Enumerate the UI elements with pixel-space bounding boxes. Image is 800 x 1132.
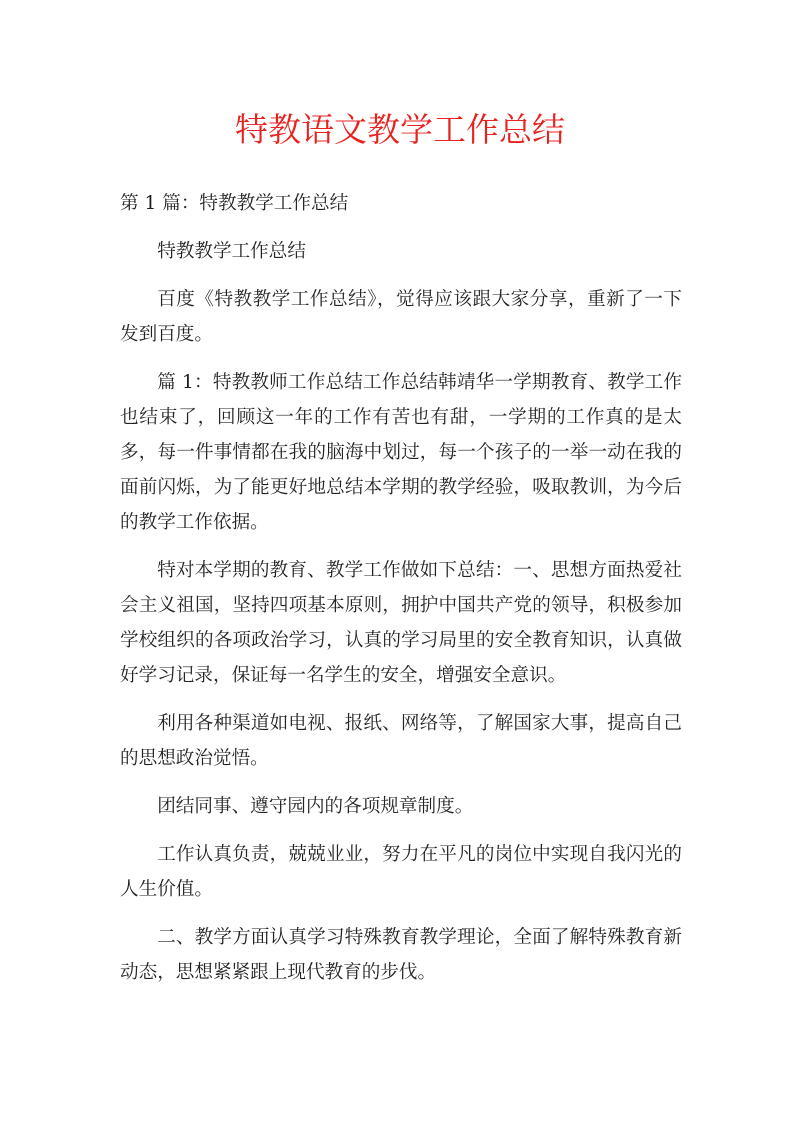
paragraph: 团结同事、遵守园内的各项规章制度。 <box>157 796 474 817</box>
document-body <box>120 186 682 1003</box>
paragraph: 二、教学方面认真学习特殊教育教学理论，全面了解特殊教育新动态，思想紧紧跟上现代教育的步伐。 <box>120 927 682 983</box>
section-heading: 第 1 篇：特教教学工作总结 <box>120 193 349 214</box>
paragraph: 特对本学期的教育、教学工作做如下总结：一、思想方面热爱社会主义祖国，坚持四项基本原则，拥护中国共产党的领导，积极参加学校组织的各项政治学习，认真的学习局里的安全教育知识，认真做好学习记录，保证每一名学生的安全，增强安全意识。 <box>120 560 682 686</box>
paragraph: 工作认真负责，兢兢业业，努力在平凡的岗位中实现自我闪光的人生价值。 <box>120 844 682 900</box>
paragraph: 百度《特教教学工作总结》，觉得应该跟大家分享，重新了一下发到百度。 <box>120 289 682 345</box>
document-title: 特教语文教学工作总结 <box>235 110 565 149</box>
paragraph: 篇 1：特教教师工作总结工作总结韩靖华一学期教育、教学工作也结束了，回顾这一年的工作有苦也有甜，一学期的工作真的是太多，每一件事情都在我的脑海中划过，每一个孩子的一举一动在我的面前闪烁，为了能更好地总结本学期的教学经验，吸取教训，为今后的教学工作依据。 <box>120 372 682 533</box>
paragraph: 利用各种渠道如电视、报纸、网络等，了解国家大事，提高自己的思想政治觉悟。 <box>120 713 682 769</box>
paragraph: 特教教学工作总结 <box>157 241 306 262</box>
